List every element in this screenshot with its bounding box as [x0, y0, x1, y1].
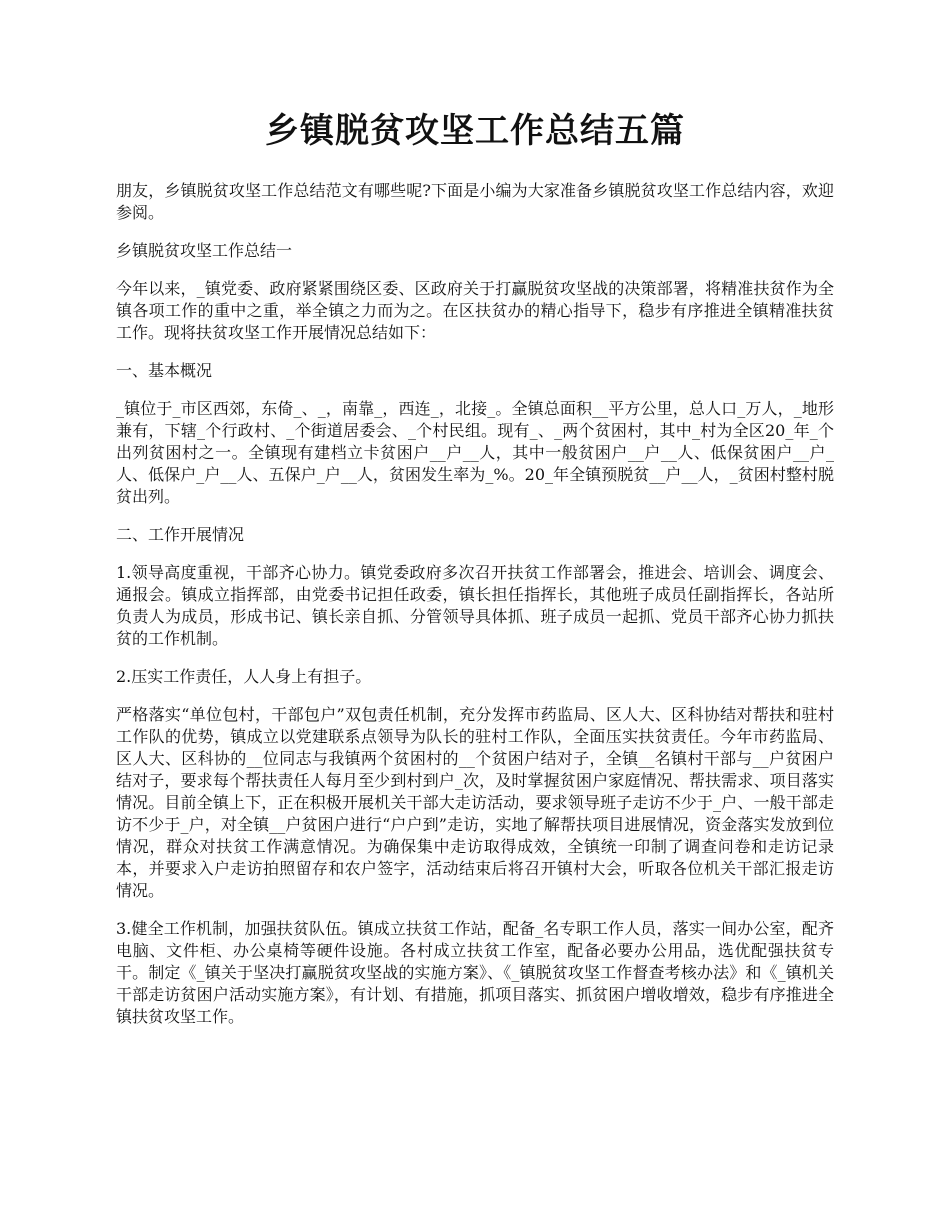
body-paragraph: 严格落实“单位包村，干部包户”双包责任机制，充分发挥市药监局、区人大、区科协结对帮扶和驻村工作队的优势，镇成立以党建联系点领导为队长的驻村工作队，全面压实扶贫责任。今年市药监局、区人大、区科协的__位同志与我镇两个贫困村的__个贫困户结对子，全镇__名镇村干部与__户贫困户结对子，要求每个帮扶责任人每月至少到村到户_次，及时掌握贫困户家庭情况、帮扶需求、项目落实情况。目前全镇上下，正在积极开展机关干部大走访活动，要求领导班子走访不少于_户、一般干部走访不少于_户，对全镇__户贫困户进行“户户到”走访，实地了解帮扶项目进展情况，资金落实发放到位情况，群众对扶贫工作满意情况。为确保集中走访取得成效，全镇统一印制了调查问卷和走访记录本，并要求入户走访拍照留存和农户签字，活动结束后将召开镇村大会，听取各位机关干部汇报走访情况。 [116, 705, 834, 900]
intro-paragraph: 朋友，乡镇脱贫攻坚工作总结范文有哪些呢?下面是小编为大家准备乡镇脱贫攻坚工作总结内容，欢迎参阅。 [116, 181, 834, 222]
section-heading-work-progress: 二、工作开展情况 [116, 525, 245, 544]
subheading-responsibility: 2.压实工作责任，人人身上有担子。 [116, 667, 372, 686]
section-heading-overview: 一、基本概况 [116, 361, 213, 380]
body-paragraph: 3.健全工作机制，加强扶贫队伍。镇成立扶贫工作站，配备_名专职工作人员，落实一间办公室，配齐电脑、文件柜、办公桌椅等硬件设施。各村成立扶贫工作室，配备必要办公用品，选优配强扶贫专干。制定《_镇关于坚决打赢脱贫攻坚战的实施方案》、《_镇脱贫攻坚工作督查考核办法》和《_镇机关干部走访贫困户活动实施方案》，有计划、有措施，抓项目落实、抓贫困户增收增效，稳步有序推进全镇扶贫攻坚工作。 [116, 919, 834, 1026]
body-paragraph: _镇位于_市区西郊，东倚_、_，南靠_，西连_，北接_。全镇总面积__平方公里，总人口_万人，_地形兼有，下辖_个行政村、_个街道居委会、_个村民组。现有_、_两个贫困村，其中_村为全区20_年_个出列贫困村之一。全镇现有建档立卡贫困户__户__人，其中一般贫困户__户__人、低保贫困户__户_人、低保户_户__人、五保户_户__人，贫困发生率为_%。20_年全镇预脱贫__户__人，_贫困村整村脱贫出列。 [116, 399, 834, 506]
body-paragraph: 今年以来，_镇党委、政府紧紧围绕区委、区政府关于打赢脱贫攻坚战的决策部署，将精准扶贫作为全镇各项工作的重中之重，举全镇之力而为之。在区扶贫办的精心指导下，稳步有序推进全镇精准扶贫工作。现将扶贫攻坚工作开展情况总结如下： [116, 279, 834, 342]
document-title: 乡镇脱贫攻坚工作总结五篇 [265, 111, 685, 151]
body-paragraph: 1.领导高度重视，干部齐心协力。镇党委政府多次召开扶贫工作部署会，推进会、培训会、调度会、通报会。镇成立指挥部，由党委书记担任政委，镇长担任指挥长，其他班子成员任副指挥长，各站所负责人为成员，形成书记、镇长亲自抓、分管领导具体抓、班子成员一起抓、党员干部齐心协力抓扶贫的工作机制。 [116, 563, 834, 648]
section-heading-summary-one: 乡镇脱贫攻坚工作总结一 [116, 241, 293, 260]
